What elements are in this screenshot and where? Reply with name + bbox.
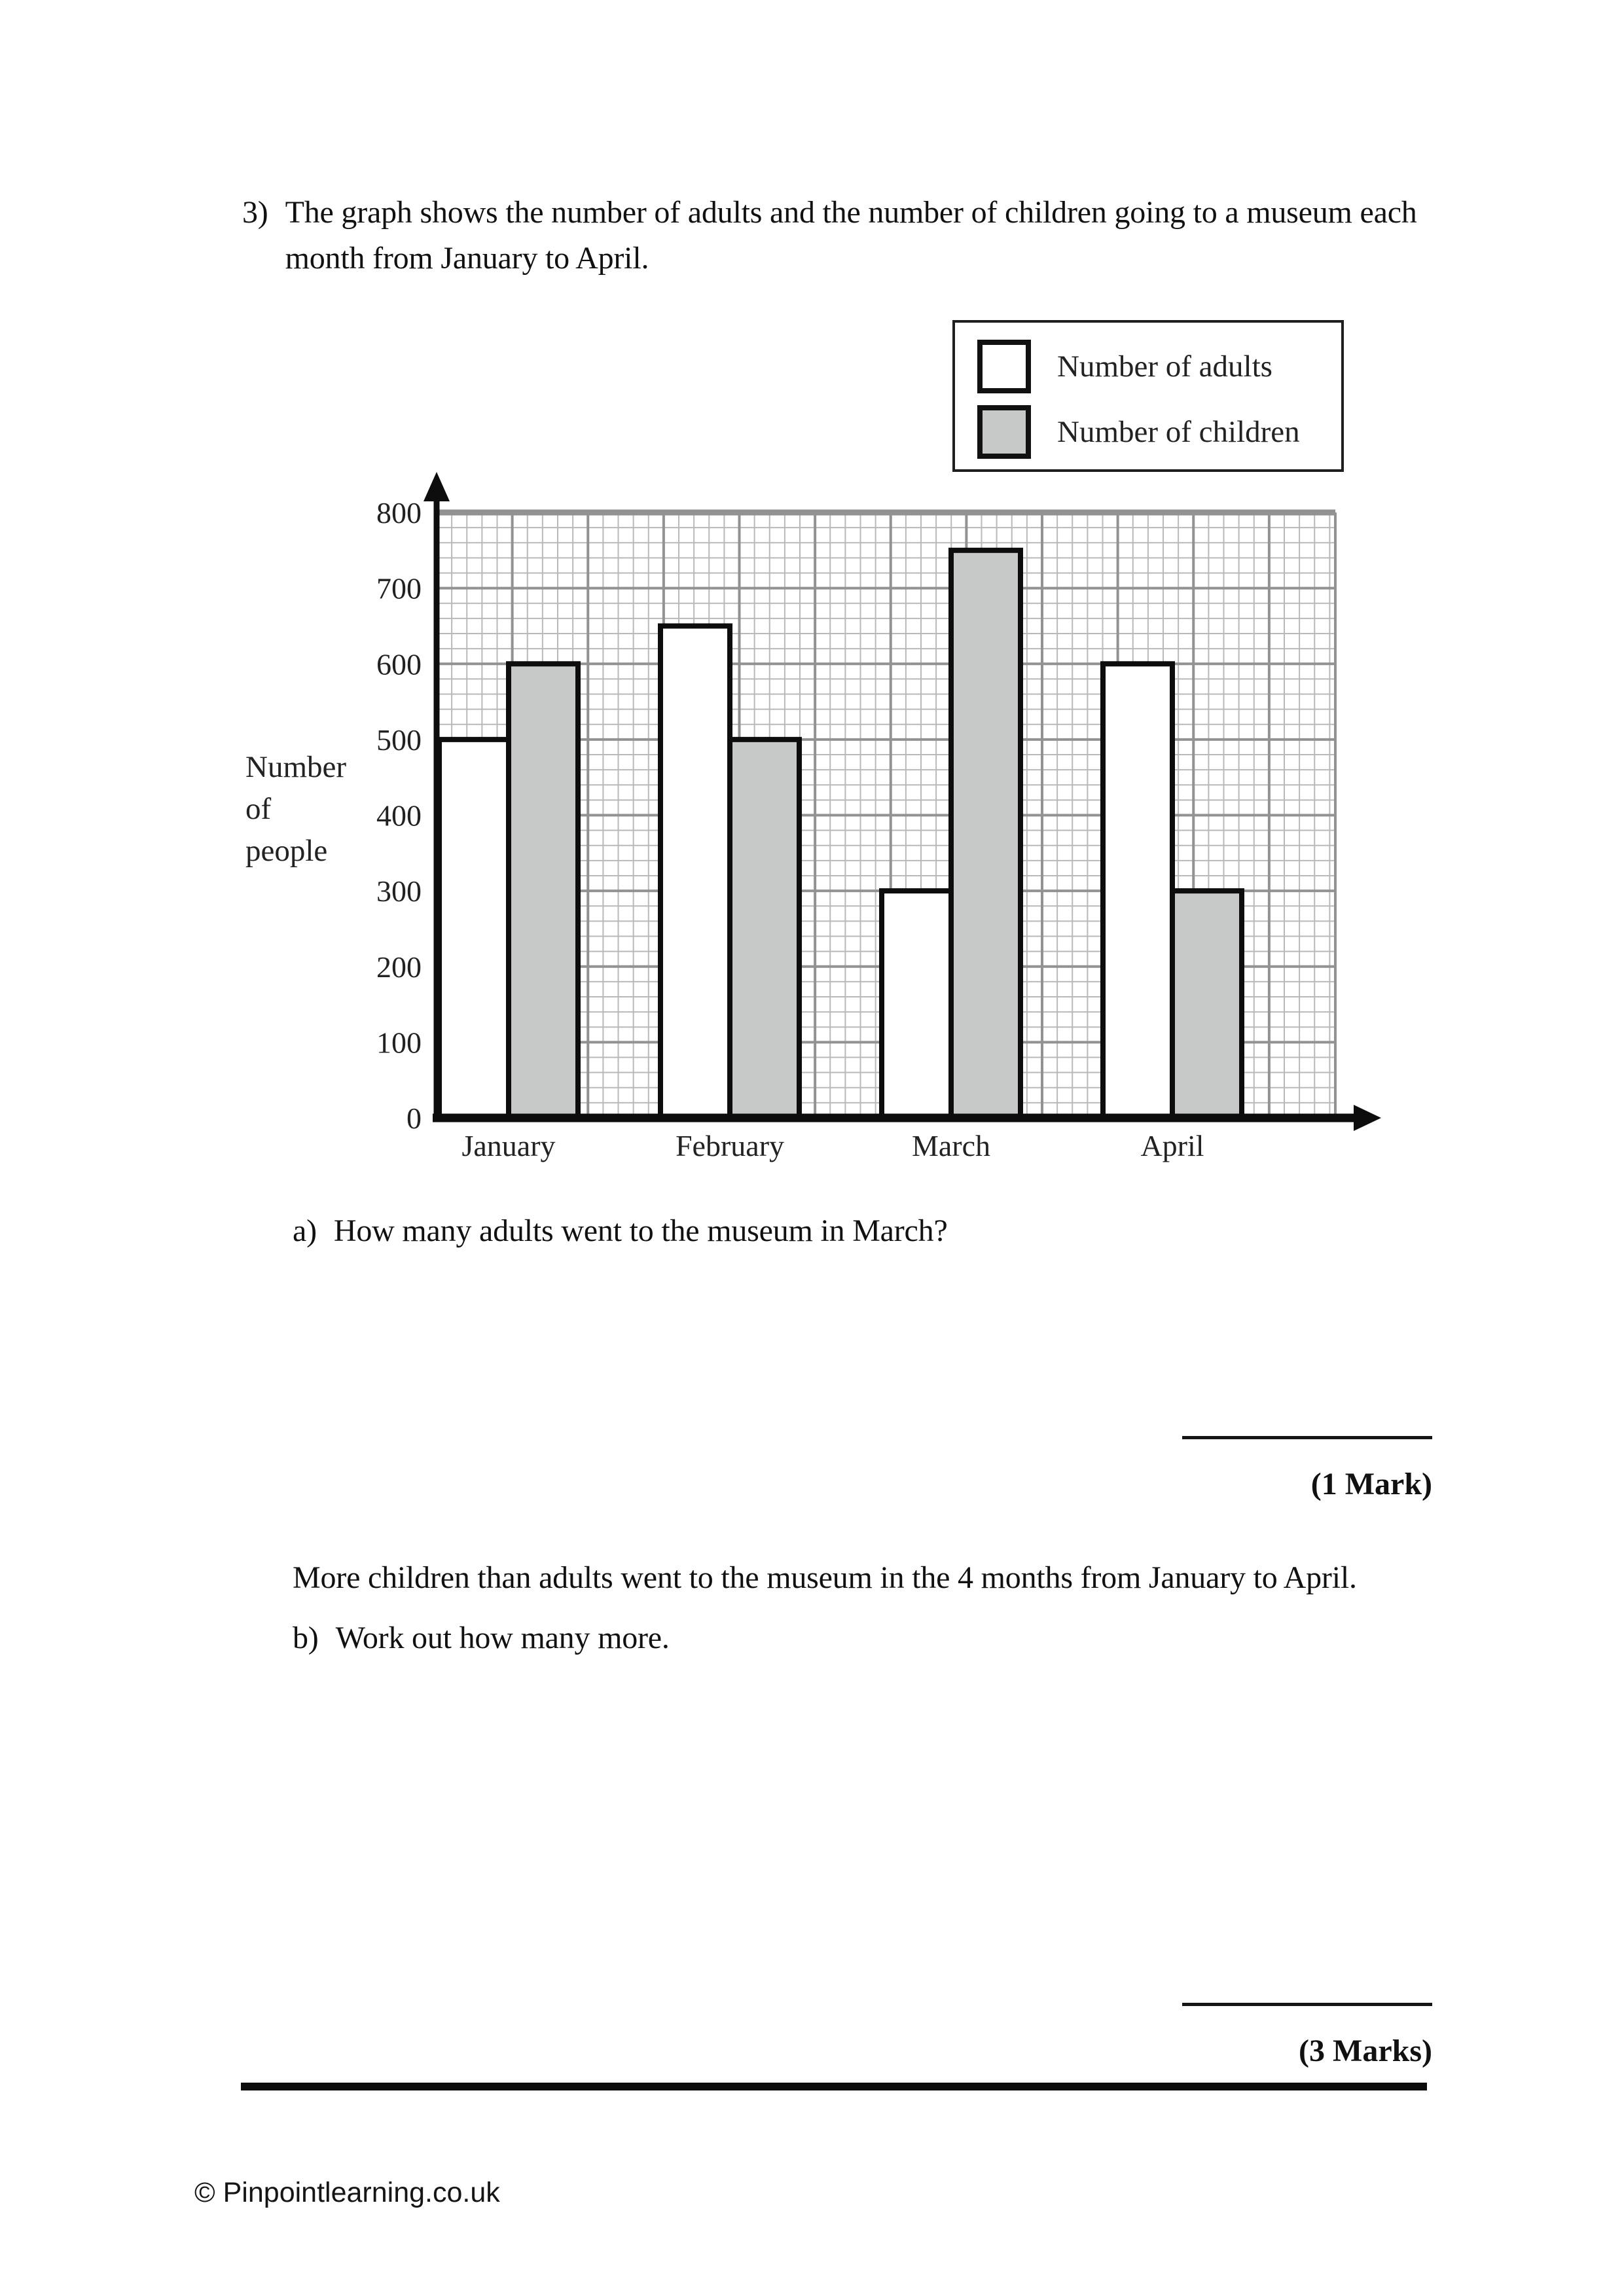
y-tick-label-600: 600	[376, 647, 422, 681]
x-tick-label-april: April	[1140, 1129, 1204, 1162]
bar-january-adults	[439, 740, 509, 1118]
x-tick-label-february: February	[675, 1129, 785, 1162]
bar-march-children	[951, 550, 1020, 1118]
footer-copyright: © Pinpointlearning.co.uk	[194, 2177, 500, 2208]
bar-february-children	[730, 740, 799, 1118]
y-tick-label-800: 800	[376, 496, 422, 529]
legend-item-children	[977, 404, 1341, 460]
bar-april-children	[1172, 891, 1242, 1118]
y-tick-label-100: 100	[376, 1026, 422, 1060]
y-tick-label-200: 200	[376, 950, 422, 984]
question-3-number: 3)	[242, 195, 268, 230]
museum-bar-chart	[353, 470, 1401, 1190]
x-axis-arrow	[1354, 1105, 1381, 1131]
question-3-text: The graph shows the number of adults and the number of children going to a museum each month from January to April.	[285, 195, 1417, 276]
y-tick-label-400: 400	[376, 798, 422, 833]
legend-label-adults: Number of adults	[1057, 350, 1272, 384]
question-a-number: a)	[293, 1213, 317, 1248]
answer-line-a	[1182, 1414, 1432, 1439]
legend-swatch-children	[977, 405, 1031, 459]
y-tick-label-700: 700	[376, 571, 422, 605]
bar-chart-svg	[353, 470, 1401, 1190]
question-b-number: b)	[293, 1621, 319, 1655]
y-axis-title: Number of people	[245, 750, 347, 868]
bottom-rule	[241, 2083, 1427, 2090]
marks-a: (1 Mark)	[1310, 1467, 1432, 1501]
y-tick-label-300: 300	[376, 874, 422, 908]
legend-label-children: Number of children	[1057, 415, 1300, 449]
bar-april-adults	[1103, 664, 1172, 1118]
y-axis-arrow	[424, 472, 450, 501]
x-tick-label-march: March	[911, 1129, 991, 1162]
bar-march-adults	[882, 891, 951, 1118]
statement-text: More children than adults went to the museum in the 4 months from January to April.	[293, 1560, 1357, 1595]
y-tick-label-0: 0	[406, 1102, 422, 1135]
answer-line-b	[1182, 1981, 1432, 2006]
chart-legend	[952, 320, 1344, 472]
question-b-text: Work out how many more.	[335, 1621, 670, 1655]
question-a-text: How many adults went to the museum in March?	[333, 1213, 948, 1248]
legend-item-adults	[977, 338, 1341, 395]
bar-january-children	[509, 664, 578, 1118]
marks-b: (3 Marks)	[1299, 2034, 1432, 2068]
question-3	[242, 190, 1420, 281]
legend-swatch-adults	[977, 340, 1031, 393]
y-tick-label-500: 500	[376, 723, 422, 757]
x-tick-label-january: January	[461, 1129, 556, 1162]
bar-february-adults	[660, 626, 730, 1118]
question-b	[293, 1615, 1405, 1661]
question-a	[293, 1208, 1405, 1254]
